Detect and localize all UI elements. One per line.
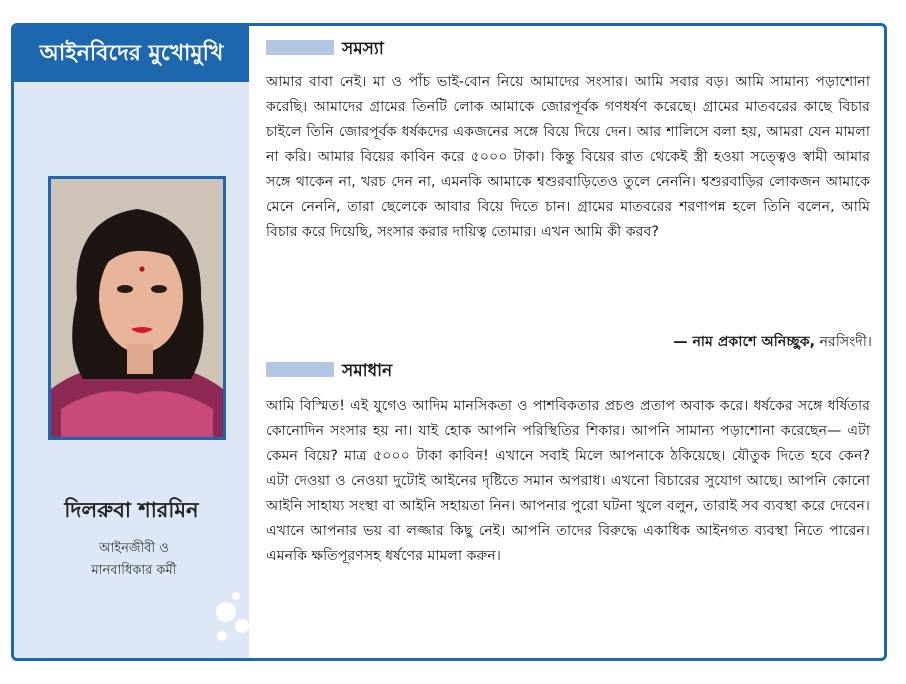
problem-heading-label: সমস্যা <box>342 39 384 59</box>
solution-heading-label: সমাধান <box>342 361 393 381</box>
author-name: দিলরুবা শারমিন <box>64 498 199 522</box>
decorative-bubbles-icon <box>212 574 252 654</box>
article-frame <box>11 23 887 661</box>
problem-text: আমার বাবা নেই। মা ও পাঁচ ভাই-বোন নিয়ে আমাদের সংসার। আমি সবার বড়। আমি সামান্য পড়াশোনা করেছি। আমাদের গ্রামের তিনটি লোক আমাকে জোরপূর্বক গণধর্ষণ করেছে। গ্রামের মাতবরের কাছে বিচার চাইলে তিনি জোরপূর্বক ধর্ষকদের একজনের সঙ্গে বিয়ে দিয়ে দেন। আর শালিসে বলা হয়, আমরা যেন মামলা না করি। আমার বিয়ের কাবিন করে ৫০০০ টাকা। কিন্তু বিয়ের রাত থেকেই স্ত্রী হওয়া সত্ত্বেও স্বামী আমার সঙ্গে থাকেন না, খরচ দেন না, এমনকি আমাকে শ্বশুরবাড়িতেও তুলে নেননি। শ্বশুরবাড়ির লোকজন আমাকে মেনে নেননি, তারা ছেলেকে আবার বিয়ে দিতে চান। গ্রামের মাতবরের শরণাপন্ন হলে তিনি বলেন, আমি বিচার করে দিয়েছি, সংসার করার দায়িত্ব তোমার। এখন আমি কী করব? <box>266 74 870 240</box>
signature-place: নরসিংদী। <box>819 334 872 350</box>
problem-heading <box>266 36 384 62</box>
author-role-line1: আইনজীবী ও <box>99 541 169 556</box>
problem-signature <box>673 330 872 355</box>
section-title: আইনবিদের মুখোমুখি <box>14 26 249 82</box>
portrait-illustration <box>51 179 223 437</box>
signature-name: — নাম প্রকাশে অনিচ্ছুক, <box>673 334 816 350</box>
heading-bar-icon <box>266 362 334 377</box>
solution-text: আমি বিস্মিত! এই যুগেও আদিম মানসিকতা ও পাশবিকতার প্রচণ্ড প্রতাপ অবাক করে। ধর্ষকের সঙ্গে ধর্ষিতার কোনোদিন সংসার হয় না। যাই হোক আপনি পরিস্থিতির শিকার। আপনি সামান্য পড়াশোনা করেছেন— এটা কেমন বিয়ে? মাত্র ৫০০০ টাকা কাবিন! এখানে সবাই মিলে আপনাকে ঠকিয়েছে। যৌতুক দিতে হবে কেন? এটা দেওয়া ও নেওয়া দুটোই আইনের দৃষ্টিতে সমান অপরাধ। এখনো বিচারের সুযোগ আছে। আপনি কোনো আইনি সাহায্য সংস্থা বা আইনি সহায়তা নিন। আপনার পুরো ঘটনা খুলে বলুন, তারাই সব ব্যবস্থা করে দেবেন। এখানে আপনার ভয় বা লজ্জার কিছু নেই। আপনি তাদের বিরুদ্ধে একাধিক আইনগত ব্যবস্থা নিতে পারেন। এমনকি ক্ষতিপূরণসহ ধর্ষণের মামলা করুন। <box>266 398 870 564</box>
main-content <box>260 26 882 658</box>
author-role <box>44 538 224 582</box>
author-photo <box>48 176 226 440</box>
author-role-line2: মানবাধিকার কর্মী <box>91 563 177 578</box>
heading-bar-icon <box>266 40 334 55</box>
sidebar <box>14 26 249 658</box>
solution-heading <box>266 358 392 384</box>
